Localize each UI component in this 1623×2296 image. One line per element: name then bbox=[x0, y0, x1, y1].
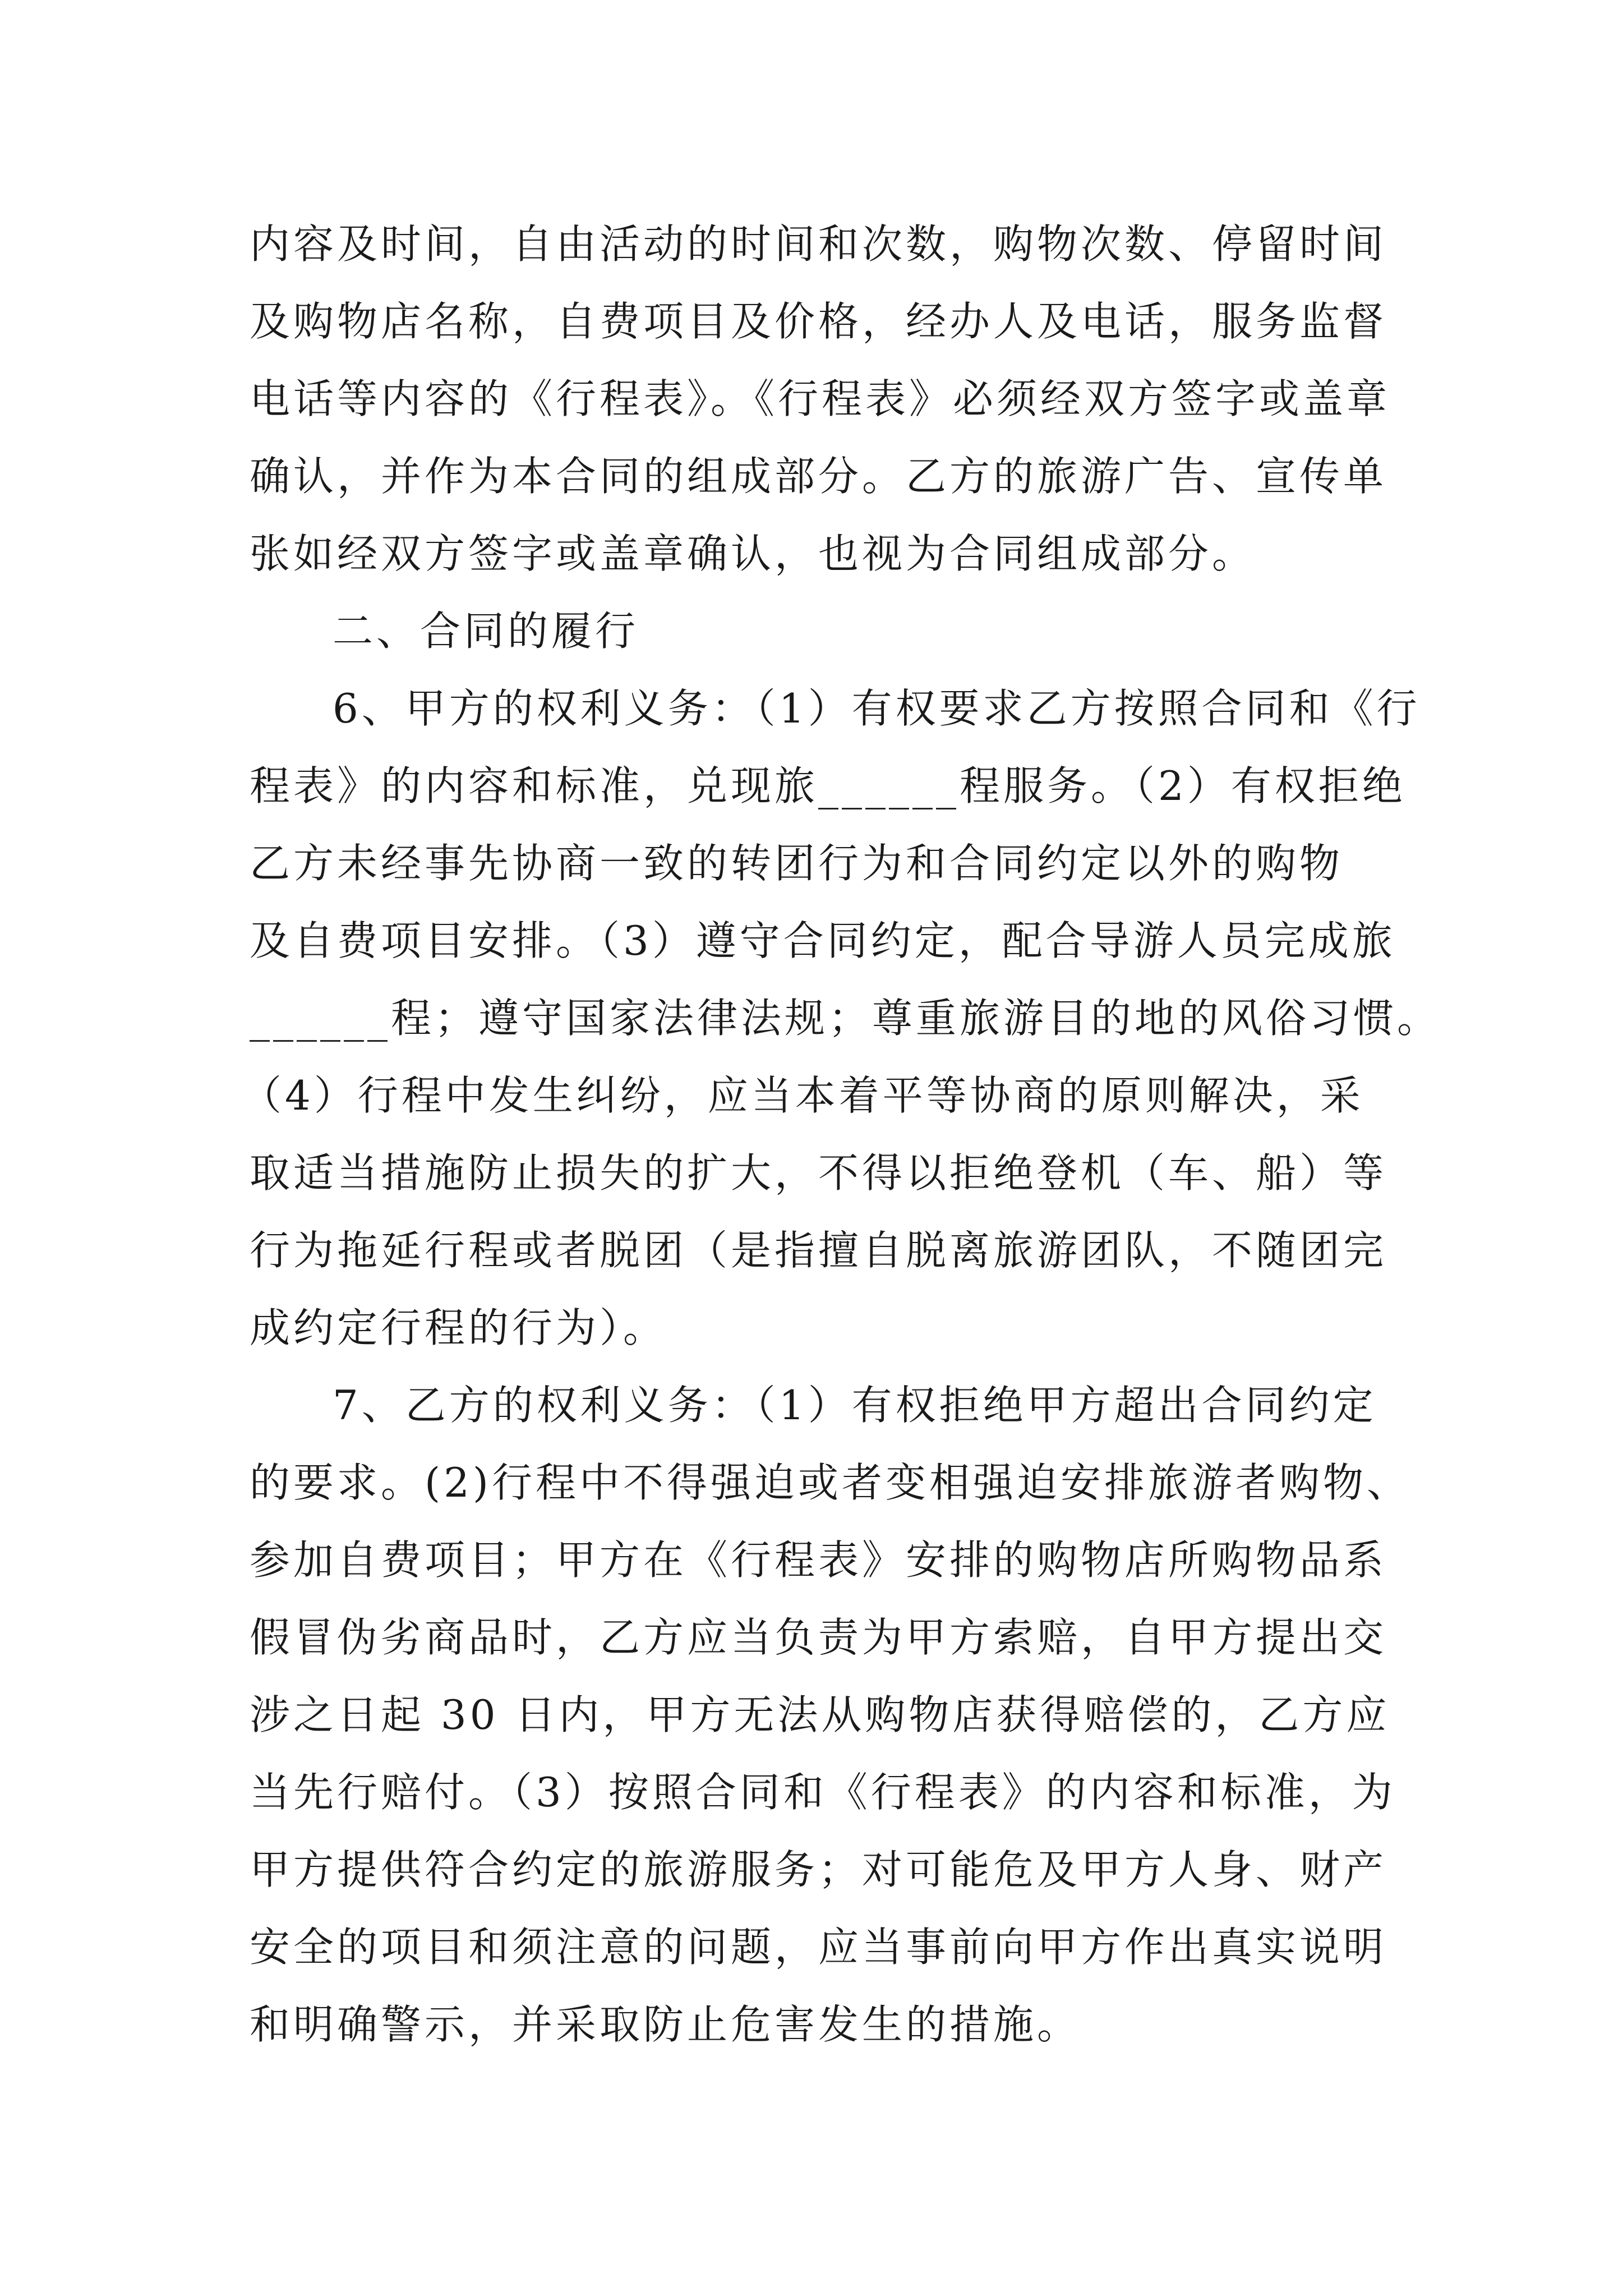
paragraph-line: 参加自费项目；甲方在《行程表》安排的购物店所购物品系 bbox=[250, 1536, 1387, 1584]
paragraph-line: 取适当措施防止损失的扩大，不得以拒绝登机（车、船）等 bbox=[250, 1149, 1387, 1197]
paragraph-line: （4）行程中发生纠纷，应当本着平等协商的原则解决，采 bbox=[241, 1072, 1364, 1119]
paragraph-line: 张如经双方签字或盖章确认，也视为合同组成部分。 bbox=[250, 530, 1256, 577]
paragraph-line: 内容及时间，自由活动的时间和次数，购物次数、停留时间 bbox=[250, 220, 1387, 268]
paragraph-line: 电话等内容的《行程表》。《行程表》必须经双方签字或盖章 bbox=[250, 375, 1391, 422]
paragraph-line: 成约定行程的行为）。 bbox=[250, 1304, 667, 1351]
paragraph-line: 6、甲方的权利义务：（1）有权要求乙方按照合同和《行 bbox=[333, 685, 1421, 732]
paragraph-line: 乙方未经事先协商一致的转团行为和合同约定以外的购物 bbox=[250, 840, 1344, 887]
paragraph-line: 和明确警示，并采取防止危害发生的措施。 bbox=[250, 2001, 1081, 2048]
paragraph-line: ______程；遵守国家法律法规；尊重旅游目的地的风俗习惯。 bbox=[250, 995, 1441, 1042]
paragraph-line: 程表》的内容和标准，兑现旅______程服务。（2）有权拒绝 bbox=[250, 762, 1406, 809]
paragraph-line: 7、乙方的权利义务：（1）有权拒绝甲方超出合同约定 bbox=[333, 1382, 1377, 1429]
paragraph-line: 假冒伪劣商品时，乙方应当负责为甲方索赔，自甲方提出交 bbox=[250, 1614, 1387, 1661]
paragraph-line: 确认，并作为本合同的组成部分。乙方的旅游广告、宣传单 bbox=[250, 453, 1387, 500]
paragraph-line: 行为拖延行程或者脱团（是指擅自脱离旅游团队，不随团完 bbox=[250, 1227, 1387, 1274]
paragraph-line: 及购物店名称，自费项目及价格，经办人及电话，服务监督 bbox=[250, 298, 1387, 345]
paragraph-line: 的要求。(2)行程中不得强迫或者变相强迫安排旅游者购物、 bbox=[250, 1459, 1410, 1506]
section-heading: 二、合同的履行 bbox=[333, 608, 639, 655]
paragraph-line: 涉之日起 30 日内，甲方无法从购物店获得赔偿的，乙方应 bbox=[250, 1691, 1390, 1738]
paragraph-line: 甲方提供符合约定的旅游服务；对可能危及甲方人身、财产 bbox=[250, 1846, 1387, 1893]
paragraph-line: 当先行赔付。（3）按照合同和《行程表》的内容和标准，为 bbox=[250, 1769, 1396, 1816]
paragraph-line: 安全的项目和须注意的问题，应当事前向甲方作出真实说明 bbox=[250, 1924, 1387, 1971]
paragraph-line: 及自费项目安排。（3）遵守合同约定，配合导游人员完成旅 bbox=[250, 917, 1396, 964]
